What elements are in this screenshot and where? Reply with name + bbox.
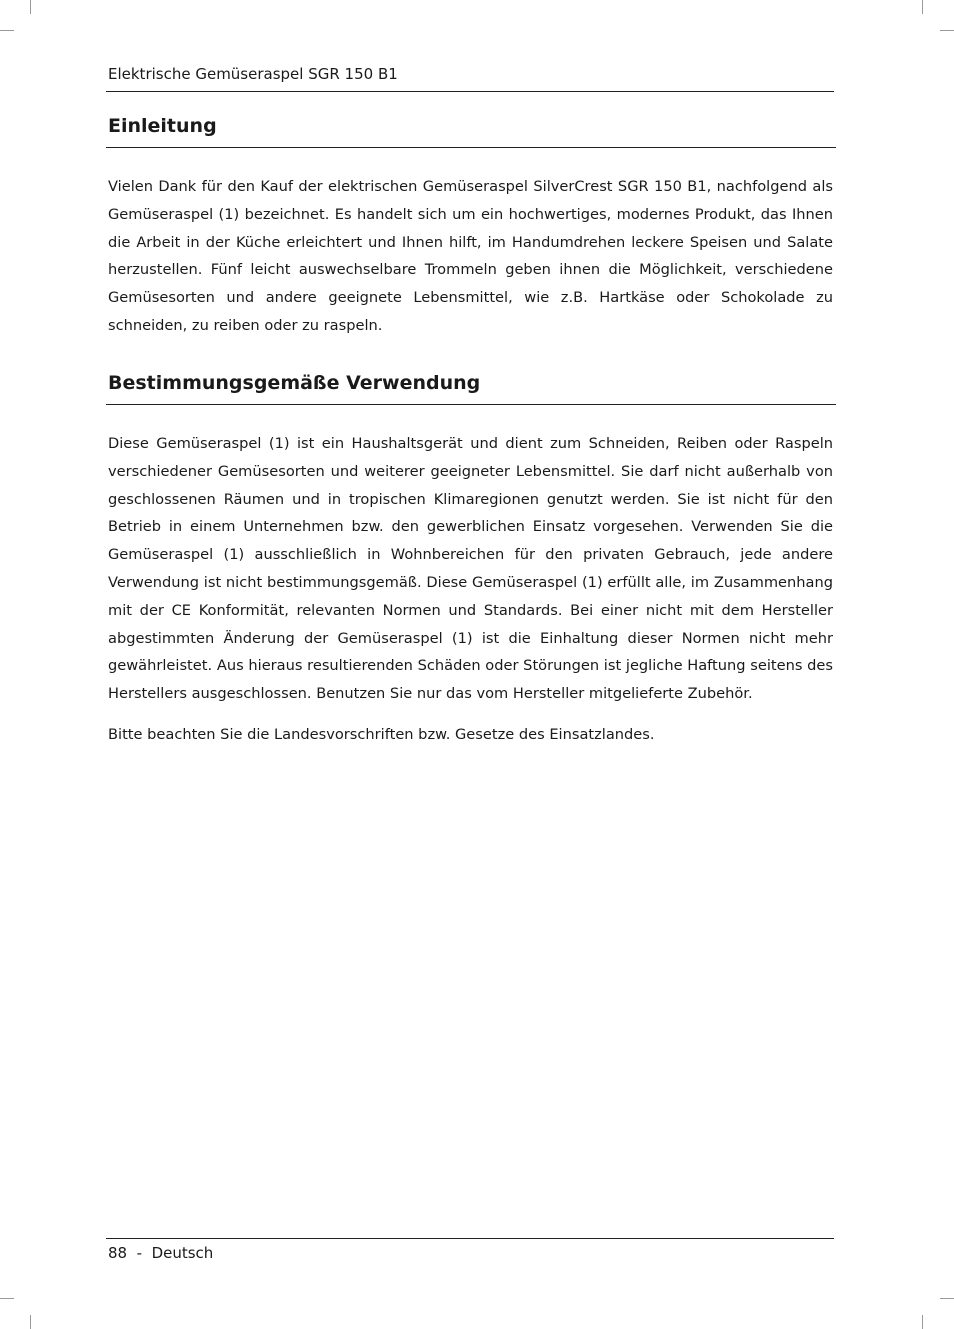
header-rule <box>106 91 834 92</box>
section-rule-einleitung <box>106 147 836 148</box>
crop-mark-bottom-right <box>922 1315 923 1329</box>
page-footer: 88 - Deutsch <box>108 1244 214 1262</box>
running-header: Elektrische Gemüseraspel SGR 150 B1 <box>108 65 398 83</box>
section-title-einleitung: Einleitung <box>108 115 217 137</box>
paragraph-landesvorschriften: Bitte beachten Sie die Landesvorschriften bzw. Gesetze des Einsatzlandes. <box>108 726 655 743</box>
crop-mark-left-top <box>0 30 14 31</box>
crop-mark-left-bottom <box>0 1298 14 1299</box>
crop-mark-top-right <box>922 0 923 14</box>
footer-rule <box>106 1238 834 1239</box>
crop-mark-bottom-left <box>30 1315 31 1329</box>
paragraph-einleitung: Vielen Dank für den Kauf der elektrischen Gemüseraspel SilverCrest SGR 150 B1, nachfolgend als Gemüseraspel (1) bezeichnet. Es handelt sich um ein hochwertiges, modernes Produkt, das Ihnen die Arbeit in der Küche erleichtert und Ihnen hilft, im Handumdrehen leckere Speisen und Salate herzustellen. Fünf leicht auswechselbare Trommeln geben ihnen die Möglichkeit, verschiedene Gemüsesorten und andere geeignete Lebensmittel, wie z.B. Hartkäse oder Schokolade zu schneiden, zu reiben oder zu raspeln. <box>108 178 833 334</box>
crop-mark-top-left <box>30 0 31 14</box>
section-rule-verwendung <box>106 404 836 405</box>
section-title-verwendung: Bestimmungsgemäße Verwendung <box>108 372 481 394</box>
paragraph-verwendung: Diese Gemüseraspel (1) ist ein Haushaltsgerät und dient zum Schneiden, Reiben oder Raspeln verschiedener Gemüsesorten und weiterer geeigneter Lebensmittel. Sie darf nicht außerhalb von geschlossenen Räumen und in tropischen Klimaregionen genutzt werden. Sie ist nicht für den Betrieb in einem Unternehmen bzw. den gewerblichen Einsatz vorgesehen. Verwenden Sie die Gemüseraspel (1) ausschließlich in Wohnbereichen für den privaten Gebrauch, jede andere Verwendung ist nicht bestimmungsgemäß. Diese Gemüseraspel (1) erfüllt alle, im Zusammenhang mit der CE Konformität, relevanten Normen und Standards. Bei einer nicht mit dem Hersteller abgestimmten Änderung der Gemüseraspel (1) ist die Einhaltung dieser Normen nicht mehr gewährleistet. Aus hieraus resultierenden Schäden oder Störungen ist jegliche Haftung seitens des Herstellers ausgeschlossen. Benutzen Sie nur das vom Hersteller mitgelieferte Zubehör. <box>108 435 833 703</box>
crop-mark-right-top <box>940 30 954 31</box>
crop-mark-right-bottom <box>940 1298 954 1299</box>
